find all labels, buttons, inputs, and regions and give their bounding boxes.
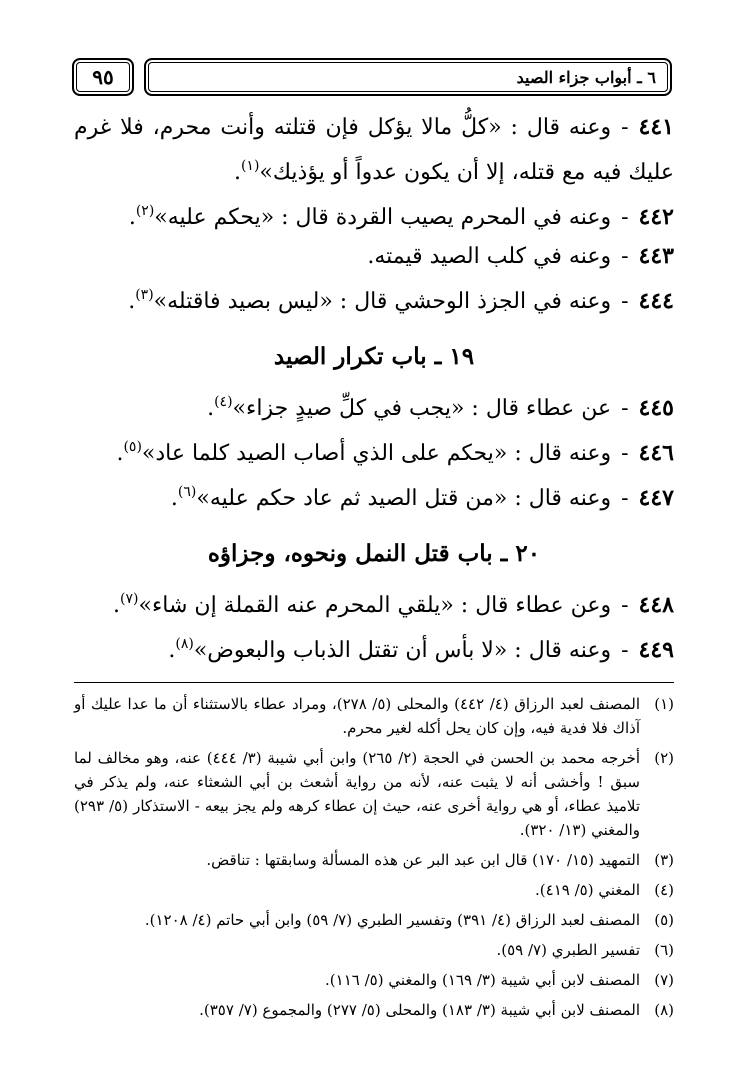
hadith-text: وعنه قال : «من قتل الصيد ثم عاد حكم عليه»: [196, 486, 612, 511]
footnote-text: المصنف لعبد الرزاق (٤/ ٣٩١) وتفسير الطبري (٧/ ٥٩) وابن أبي حاتم (٤/ ١٢٠٨).: [144, 911, 640, 929]
hadith-number: ٤٤٤: [638, 288, 674, 314]
footnotes: [74, 692, 674, 1028]
hadith-number: ٤٤١: [638, 114, 674, 140]
footnote-number: (٥): [654, 911, 674, 929]
section-heading-20: ٢٠ ـ باب قتل النمل ونحوه، وجزاؤه: [207, 540, 541, 567]
footnote-number: (٣): [654, 851, 674, 869]
footnote-1: [74, 692, 674, 740]
footnote-text: المصنف لعبد الرزاق (٤/ ٤٤٢) والمحلى (٥/ ٢٧٨)، ومراد عطاء بالاستثناء أن ما عدا عليك أو آذاك فلا فدية فيه، وإن كان يحل أكله لغير محرم.: [74, 695, 641, 737]
dash: -: [621, 593, 629, 618]
hadith-text: عن عطاء قال : «يجب في كلِّ صيدٍ جزاء»: [232, 396, 612, 421]
dash: -: [621, 638, 629, 663]
footnote-text: تفسير الطبري (٧/ ٥٩).: [496, 941, 640, 959]
footnote-7: [74, 968, 674, 992]
dash: -: [621, 441, 629, 466]
hadith-text: وعنه قال : «لا بأس أن تقتل الذباب والبعوض»: [193, 638, 612, 663]
hadith-number: ٤٤٢: [638, 204, 674, 230]
hadith-number: ٤٤٧: [638, 485, 674, 511]
hadith-448: ٤٤٨-وعن عطاء قال : «يلقي المحرم عنه القملة إن شاء»$^{(٧)}$.: [74, 580, 674, 625]
dash: -: [621, 115, 629, 140]
hadith-text: وعنه في كلب الصيد قيمته.: [367, 244, 612, 269]
dash: -: [621, 289, 629, 314]
hadith-number: ٤٤٦: [638, 440, 674, 466]
hadith-number: ٤٤٨: [638, 592, 674, 618]
hadith-text: وعنه في الجزذ الوحشي قال : «ليس بصيد فاقتله»: [153, 289, 612, 314]
page-number: ٩٥: [92, 65, 114, 89]
footnote-8: [74, 998, 674, 1022]
hadith-447: ٤٤٧-وعنه قال : «من قتل الصيد ثم عاد حكم عليه»$^{(٦)}$.: [74, 473, 674, 518]
hadith-text: وعنه قال : «كلُّ مالا يؤكل فإن قتلته وأنت محرم، فلا غرم عليك فيه مع قتله، إلا أن يكون عدواً أو يؤذيك»: [74, 115, 674, 185]
hadith-441: ٤٤١-وعنه قال : «كلُّ مالا يؤكل فإن قتلته وأنت محرم، فلا غرم عليك فيه مع قتله، إلا أن يكون عدواً أو يؤذيك»$^{(١)}$.: [74, 108, 674, 192]
chapter-title-box: [144, 58, 672, 96]
footnote-2: [74, 746, 674, 842]
footnote-ref: (٥): [123, 439, 142, 455]
footnote-ref: (٤): [214, 394, 233, 410]
dash: -: [621, 486, 629, 511]
hadith-number: ٤٤٥: [638, 395, 674, 421]
footnote-text: المغني (٥/ ٤١٩).: [535, 881, 640, 899]
hadith-number: ٤٤٣: [638, 243, 674, 269]
main-text: [74, 108, 674, 670]
hadith-443: [74, 237, 674, 276]
footnote-ref: (٢): [135, 203, 155, 219]
hadith-442: ٤٤٢-وعنه في المحرم يصيب القردة قال : «يحكم عليه»$^{(٢)}$.: [74, 192, 674, 237]
dash: -: [621, 396, 629, 421]
footnote-number: (٧): [654, 971, 674, 989]
dash: -: [621, 205, 629, 230]
hadith-text: وعنه قال : «يحكم على الذي أصاب الصيد كلما عاد»: [141, 441, 612, 466]
footnote-number: (٤): [654, 881, 674, 899]
hadith-445: ٤٤٥-عن عطاء قال : «يجب في كلِّ صيدٍ جزاء»$^{(٤)}$.: [74, 383, 674, 428]
hadith-text: وعنه في المحرم يصيب القردة قال : «يحكم عليه»: [154, 205, 612, 230]
footnote-ref: (٣): [135, 287, 154, 303]
hadith-text: وعن عطاء قال : «يلقي المحرم عنه القملة إن شاء»: [138, 593, 612, 618]
footnote-number: (٨): [654, 1001, 674, 1019]
chapter-title: ٦ ـ أبواب جزاء الصيد: [516, 67, 656, 87]
section-heading-19: ١٩ ـ باب تكرار الصيد: [273, 343, 475, 370]
footnote-text: التمهيد (١٥/ ١٧٠) قال ابن عبد البر عن هذه المسألة وسابقتها : تناقض.: [206, 851, 640, 869]
footnote-6: [74, 938, 674, 962]
footnote-4: [74, 878, 674, 902]
dash: -: [621, 244, 629, 269]
footnote-5: [74, 908, 674, 932]
footnote-number: (١): [654, 695, 674, 713]
footnote-3: [74, 848, 674, 872]
footnote-text: المصنف لابن أبي شيبة (٣/ ١٦٩) والمغني (٥/ ١١٦).: [325, 971, 640, 989]
hadith-444: ٤٤٤-وعنه في الجزذ الوحشي قال : «ليس بصيد فاقتله»$^{(٣)}$.: [74, 276, 674, 321]
hadith-449: ٤٤٩-وعنه قال : «لا بأس أن تقتل الذباب والبعوض»$^{(٨)}$.: [74, 625, 674, 670]
footnote-divider: [74, 682, 674, 683]
footnote-number: (٦): [654, 941, 674, 959]
page-header: [72, 58, 672, 98]
hadith-number: ٤٤٩: [638, 637, 674, 663]
footnote-ref: (٨): [175, 636, 194, 652]
footnote-number: (٢): [654, 749, 674, 767]
footnote-ref: (١): [240, 158, 260, 174]
footnote-text: أخرجه محمد بن الحسن في الحجة (٢/ ٢٦٥) وابن أبي شيبة (٣/ ٤٤٤) عنه، وهو مخالف لما سبق ! وأخشى أنه لا يثبت عنه، لأنه من رواية أشعث بن أبي الشعثاء عنه، ولم يذكر في تلاميذ عطاء، أو هي رواية أخرى عنه، حيث إن عطاء كرهه ولم يجز بيعه - الاستذكار (٥/ ٢٩٣) والمغني (١٣/ ٣٢٠).: [74, 749, 640, 839]
footnote-ref: (٦): [177, 484, 197, 500]
footnote-text: المصنف لابن أبي شيبة (٣/ ١٨٣) والمحلى (٥/ ٢٧٧) والمجموع (٧/ ٣٥٧).: [199, 1001, 640, 1019]
footnote-ref: (٧): [120, 591, 139, 607]
hadith-446: ٤٤٦-وعنه قال : «يحكم على الذي أصاب الصيد كلما عاد»$^{(٥)}$.: [74, 428, 674, 473]
page-number-box: [72, 58, 134, 96]
